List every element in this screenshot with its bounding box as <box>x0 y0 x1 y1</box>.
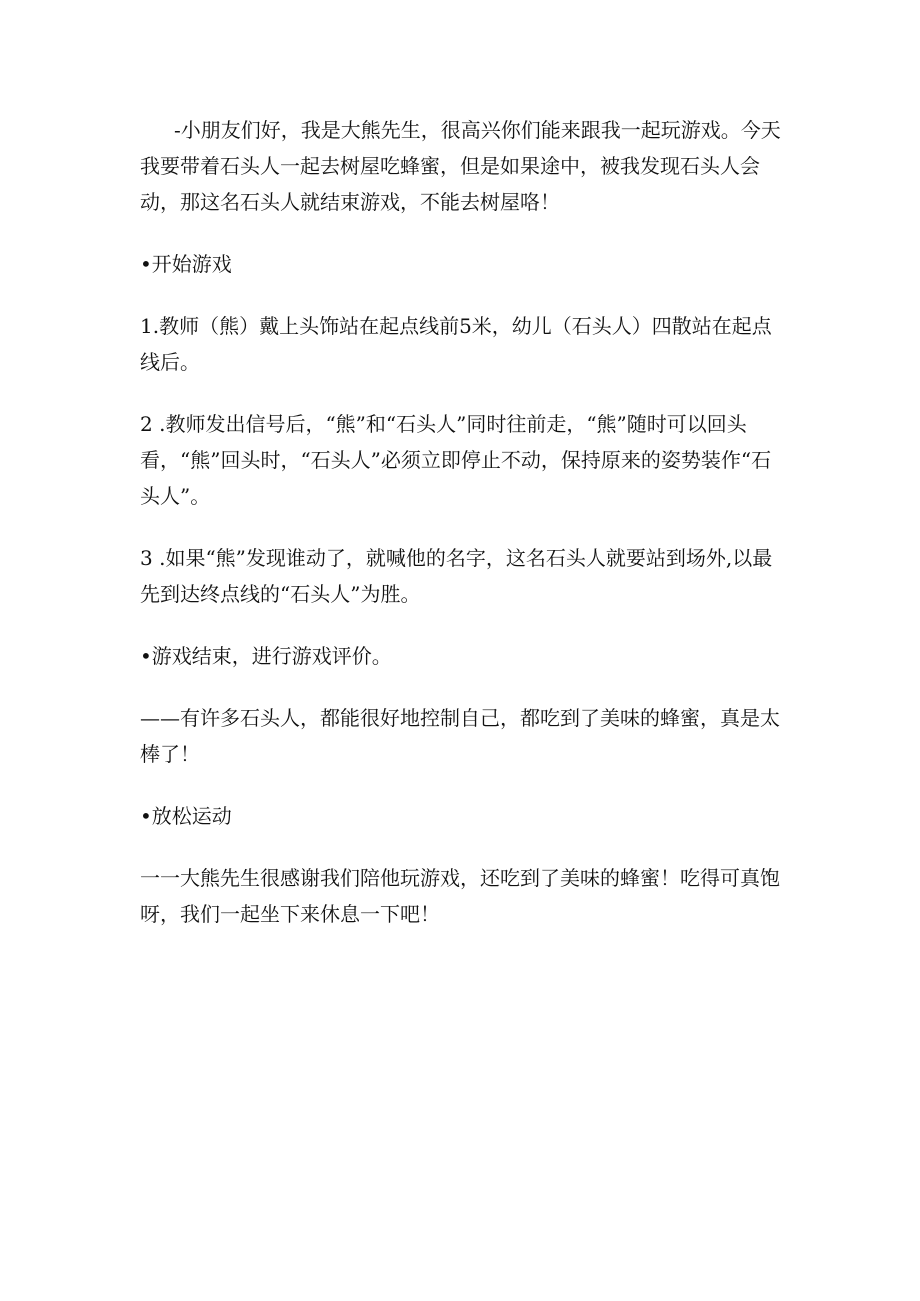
step-3-paragraph: 3 .如果“熊”发现谁动了，就喊他的名字，这名石头人就要站到场外,以最先到达终点线的“石头人”为胜。 <box>140 546 773 606</box>
step-1-paragraph: 1.教师（熊）戴上头饰站在起点线前5米，幼儿（石头人）四散站在起点线后。 <box>140 314 772 374</box>
intro-paragraph: -小朋友们好，我是大熊先生，很高兴你们能来跟我一起玩游戏。今天我要带着石头人一起去树屋吃蜂蜜，但是如果途中，被我发现石头人会动，那这名石头人就结束游戏，不能去树屋咯！ <box>140 118 781 214</box>
document-body <box>140 112 788 958</box>
section-heading-start-game: •开始游戏 <box>140 252 232 276</box>
relax-paragraph: 一一大熊先生很感谢我们陪他玩游戏，还吃到了美味的蜂蜜！吃得可真饱呀，我们一起坐下来休息一下吧！ <box>140 866 780 926</box>
section-heading-game-end: •游戏结束，进行游戏评价。 <box>140 644 392 668</box>
step-2-paragraph: 2 .教师发出信号后，“熊”和“石头人”同时往前走，“熊”随时可以回头看，“熊”回头时，“石头人”必须立即停止不动，保持原来的姿势装作“石头人”。 <box>140 412 772 508</box>
section-heading-relax: •放松运动 <box>140 804 232 828</box>
evaluation-paragraph: ——有许多石头人，都能很好地控制自己，都吃到了美味的蜂蜜，真是太棒了！ <box>140 706 780 766</box>
